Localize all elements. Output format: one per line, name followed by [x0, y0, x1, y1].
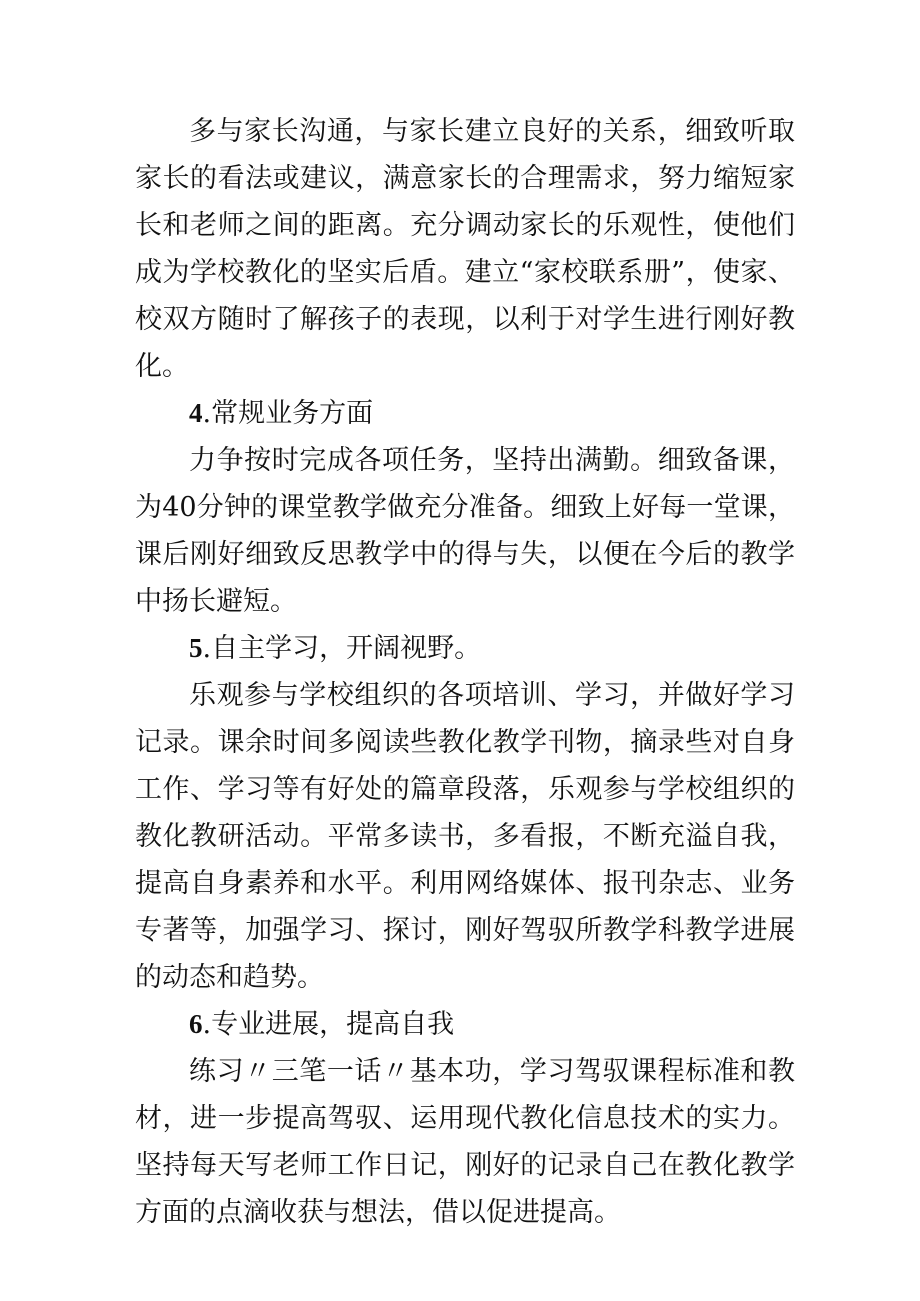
- section-title: .常规业务方面: [202, 398, 374, 429]
- section-number: 4: [189, 398, 203, 428]
- section-heading-4: [135, 390, 795, 437]
- section-title: .自主学习，开阔视野。: [202, 633, 482, 664]
- section-number: 6: [189, 1009, 203, 1039]
- paragraph-parent-communication: 多与家长沟通，与家长建立良好的关系，细致听取家长的看法或建议，满意家长的合理需求，努力缩短家长和老师之间的距离。充分调动家长的乐观性，使他们成为学校教化的坚实后盾。建立“家校联系册”，使家、校双方随时了解孩子的表现，以利于对学生进行刚好教化。: [135, 116, 795, 382]
- paragraph-self-study: 乐观参与学校组织的各项培训、学习，并做好学习记录。课余时间多阅读些教化教学刊物，摘录些对自身工作、学习等有好处的篇章段落，乐观参与学校组织的教化教研活动。平常多读书，多看报，不断充溢自我，提高自身素养和水平。利用网络媒体、报刊杂志、业务专著等，加强学习、探讨，刚好驾驭所教学科教学进展的动态和趋势。: [135, 680, 795, 993]
- section-title: .专业进展，提高自我: [202, 1009, 455, 1040]
- section-heading-5: [135, 625, 795, 672]
- section-heading-6: [135, 1001, 795, 1048]
- section-number: 5: [189, 633, 203, 663]
- paragraph-professional-growth: 练习〃三笔一话〃基本功，学习驾驭课程标准和教材，进一步提高驾驭、运用现代教化信息技术的实力。坚持每天写老师工作日记，刚好的记录自己在教化教学方面的点滴收获与想法，借以促进提高。: [135, 1056, 795, 1228]
- paragraph-routine-work: 力争按时完成各项任务，坚持出满勤。细致备课，为40分钟的课堂教学做充分准备。细致上好每一堂课，课后刚好细致反思教学中的得与失，以便在今后的教学中扬长避短。: [135, 445, 795, 617]
- document-body: [135, 108, 795, 1236]
